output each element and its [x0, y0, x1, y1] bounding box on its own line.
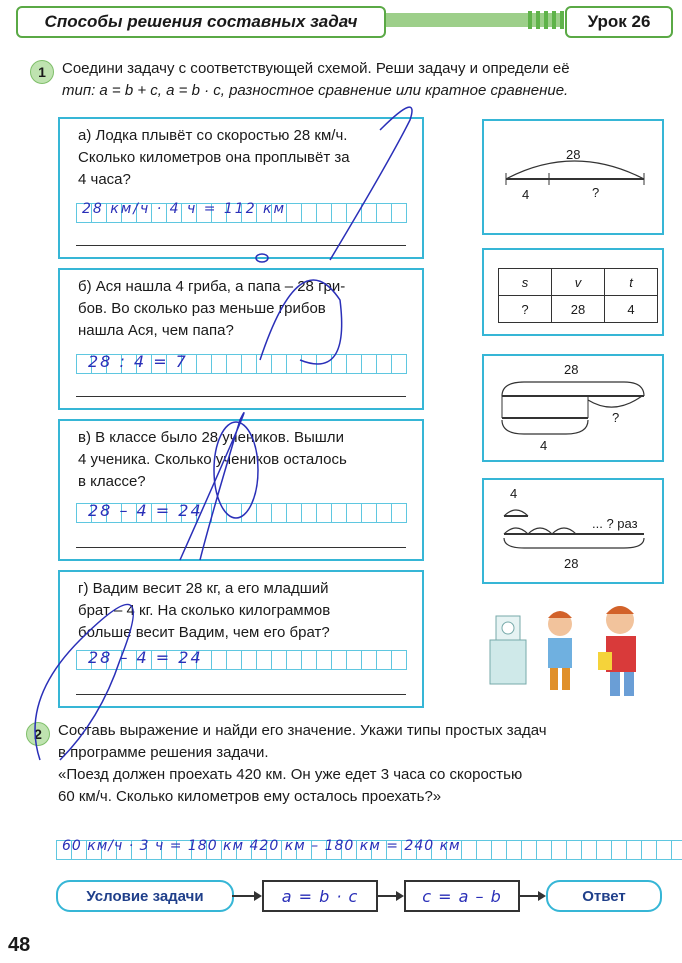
problem-b-answer[interactable]: 28 : 4 = 7: [88, 352, 188, 371]
problem-b-line3: нашла Ася, чем папа?: [78, 322, 234, 339]
task-2-text: [58, 720, 673, 808]
scheme-2[interactable]: [482, 248, 664, 336]
problem-c-card: [58, 419, 424, 561]
segment-scheme-1: [484, 121, 662, 233]
page-number: 48: [8, 934, 31, 956]
svt-header-s: s: [499, 269, 552, 296]
scheme-1-part: 4: [522, 187, 530, 202]
problem-c-line3: в классе?: [78, 473, 146, 490]
problem-d-line2: брат – 4 кг. На сколько килограммов: [78, 602, 331, 619]
problem-d-line3: больше весит Вадим, чем его брат?: [78, 624, 330, 641]
task-1-line1: Соедини задачу с соответствующей схемой. Реши задачу и определи её: [62, 60, 570, 77]
problem-a-line3: 4 часа?: [78, 171, 131, 188]
answer-line: [76, 245, 406, 246]
task-1-text: [62, 58, 672, 102]
task-2-line2: в программе решения задачи.: [58, 744, 269, 761]
task-1-number: 1: [30, 60, 54, 84]
problem-a-card: [58, 117, 424, 259]
scheme-3-total: 28: [564, 362, 579, 377]
svt-header-t: t: [605, 269, 658, 296]
problem-b-line2: бов. Во сколько раз меньше грибов: [78, 300, 326, 317]
svt-header-v: v: [552, 269, 605, 296]
svt-table: [498, 268, 658, 323]
problem-c-answer[interactable]: 28 – 4 = 24: [88, 501, 203, 520]
problem-b-line1: б) Ася нашла 4 гриба, а папа – 28 гри-: [78, 278, 346, 295]
scheme-4-question: ... ? раз: [592, 516, 638, 531]
scheme-1[interactable]: [482, 119, 664, 235]
flow-step-1[interactable]: a = b · c: [262, 880, 378, 912]
flow-arrow-3: [518, 895, 544, 897]
answer-line: [76, 396, 406, 397]
scheme-4-total: 28: [564, 556, 579, 571]
task-2-quote-line2: 60 км/ч. Сколько километров ему осталось проехать?»: [58, 788, 442, 805]
scheme-3[interactable]: [482, 354, 664, 462]
header-stripes: [528, 11, 564, 29]
flow-step-2[interactable]: c = a – b: [404, 880, 520, 912]
problem-a-line1: а) Лодка плывёт со скоростью 28 км/ч.: [78, 127, 348, 144]
problem-a-answer[interactable]: 28 км/ч · 4 ч = 112 км: [82, 201, 287, 217]
problem-a-line2: Сколько километров она проплывёт за: [78, 149, 350, 166]
lesson-label: Урок 26: [565, 6, 673, 38]
task-2-line1: Составь выражение и найди его значение. Укажи типы простых задач: [58, 722, 547, 739]
problem-c-line2: 4 ученика. Сколько учеников осталось: [78, 451, 347, 468]
flow-arrow-1: [232, 895, 260, 897]
answer-line: [76, 694, 406, 695]
problem-c-line1: в) В классе было 28 учеников. Вышли: [78, 429, 344, 446]
problem-d-line1: г) Вадим весит 28 кг, а его младший: [78, 580, 329, 597]
flow-arrow-2: [376, 895, 402, 897]
task-2-quote-line1: «Поезд должен проехать 420 км. Он уже едет 3 часа со скоростью: [58, 766, 523, 783]
task-1-line2: тип: a = b + c, a = b · c, разностное сравнение или кратное сравнение.: [62, 82, 569, 99]
svt-cell-t: 4: [605, 296, 658, 323]
answer-line: [76, 547, 406, 548]
scheme-1-question: ?: [592, 185, 600, 200]
scheme-4[interactable]: [482, 478, 664, 584]
problem-d-answer[interactable]: 28 – 4 = 24: [88, 648, 203, 667]
task-2-answer[interactable]: 60 км/ч · 3 ч = 180 км 420 км – 180 км = 240 км: [62, 838, 461, 854]
svt-cell-v: 28: [552, 296, 605, 323]
page-title: Способы решения составных задач: [16, 6, 386, 38]
flow-answer: Ответ: [546, 880, 662, 912]
scheme-3-question: ?: [612, 410, 620, 425]
flow-condition: Условие задачи: [56, 880, 234, 912]
svt-cell-s: ?: [499, 296, 552, 323]
kids-illustration: [486, 598, 670, 704]
scheme-4-part: 4: [510, 486, 518, 501]
problem-d-card: [58, 570, 424, 708]
scheme-1-total: 28: [566, 147, 581, 162]
problem-b-card: [58, 268, 424, 410]
scheme-3-part: 4: [540, 438, 548, 453]
task-2-number: 2: [26, 722, 50, 746]
